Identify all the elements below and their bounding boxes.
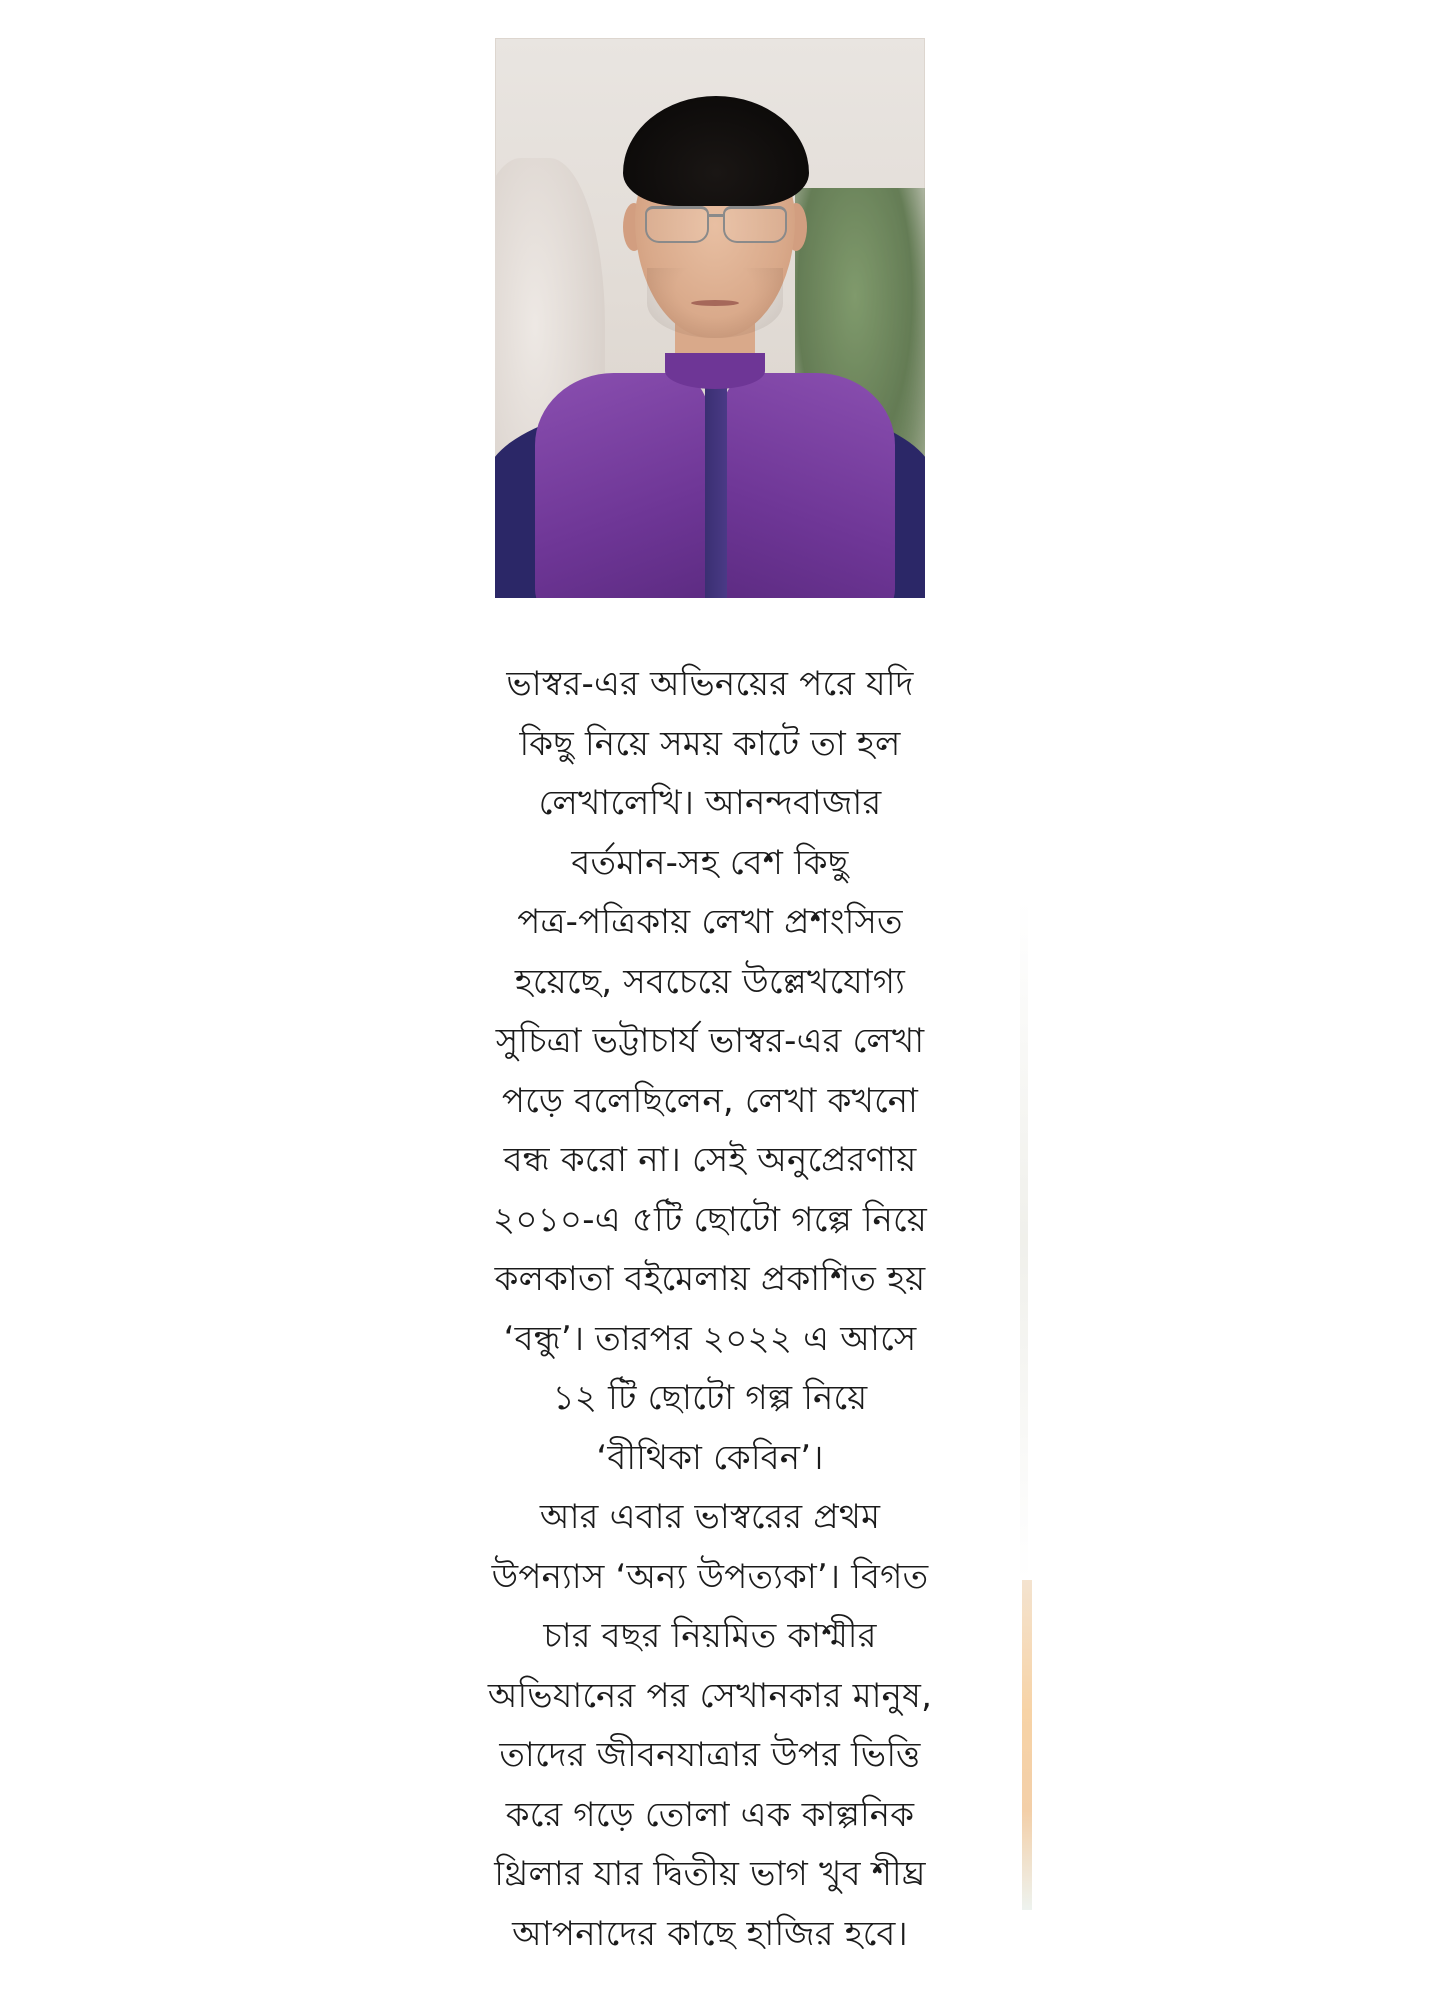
bio-line: বর্তমান-সহ বেশ কিছু [571,842,849,883]
glasses-lens-right [723,206,787,243]
bio-line: হয়েছে, সবচেয়ে উল্লেখযোগ্য [514,961,906,1002]
bio-line: আপনাদের কাছে হাজির হবে। [512,1913,908,1954]
collar [665,353,765,389]
bio-line: ২০১০-এ ৫টি ছোটো গল্পে নিয়ে [493,1199,927,1240]
bio-line: তাদের জীবনযাত্রার উপর ভিত্তি [499,1735,921,1775]
bio-line: করে গড়ে তোলা এক কাল্পনিক [505,1794,915,1835]
bio-line: সুচিত্রা ভট্টাচার্য ভাস্বর-এর লেখা [495,1021,925,1061]
bio-line: উপন্যাস ‘অন্য উপত্যকা’। বিগত [491,1556,929,1597]
kurta-placket [705,368,727,598]
bio-line: বন্ধ করো না। সেই অনুপ্রেরণায় [503,1140,917,1180]
mouth [691,300,739,306]
bio-line: ১২ টি ছোটো গল্প নিয়ে [552,1378,868,1418]
page-edge-color-strip [1022,1580,1032,1910]
bio-line: ‘বন্ধু’। তারপর ২০২২ এ আসে [503,1318,917,1359]
bio-line: থ্রিলার যার দ্বিতীয় ভাগ খুব শীঘ্র [494,1854,926,1894]
author-portrait-photo [495,38,925,598]
glasses [645,206,787,242]
bio-line: কিছু নিয়ে সময় কাটে তা হল [519,723,901,764]
vest-left [535,373,710,598]
vest-right [720,373,895,598]
bio-line: পড়ে বলেছিলেন, লেখা কখনো [501,1080,919,1121]
bio-line: চার বছর নিয়মিত কাশ্মীর [543,1616,877,1656]
bio-line: ‘বীথিকা কেবিন’। [596,1437,824,1478]
bio-line: কলকাতা বইমেলায় প্রকাশিত হয় [494,1259,926,1299]
bio-line: লেখালেখি। আনন্দবাজার [538,783,882,823]
bio-line: ভাস্বর-এর অভিনয়ের পরে যদি [506,664,914,704]
hair [623,96,809,206]
bio-line: আর এবার ভাস্বরের প্রথম [539,1497,881,1537]
bio-line: পত্র-পত্রিকায় লেখা প্রশংসিত [517,902,903,942]
glasses-lens-left [645,206,709,243]
page-edge-shade [1020,900,1028,1580]
author-bio-text [440,655,980,1964]
bio-line: অভিযানের পর সেখানকার মানুষ, [487,1675,933,1716]
